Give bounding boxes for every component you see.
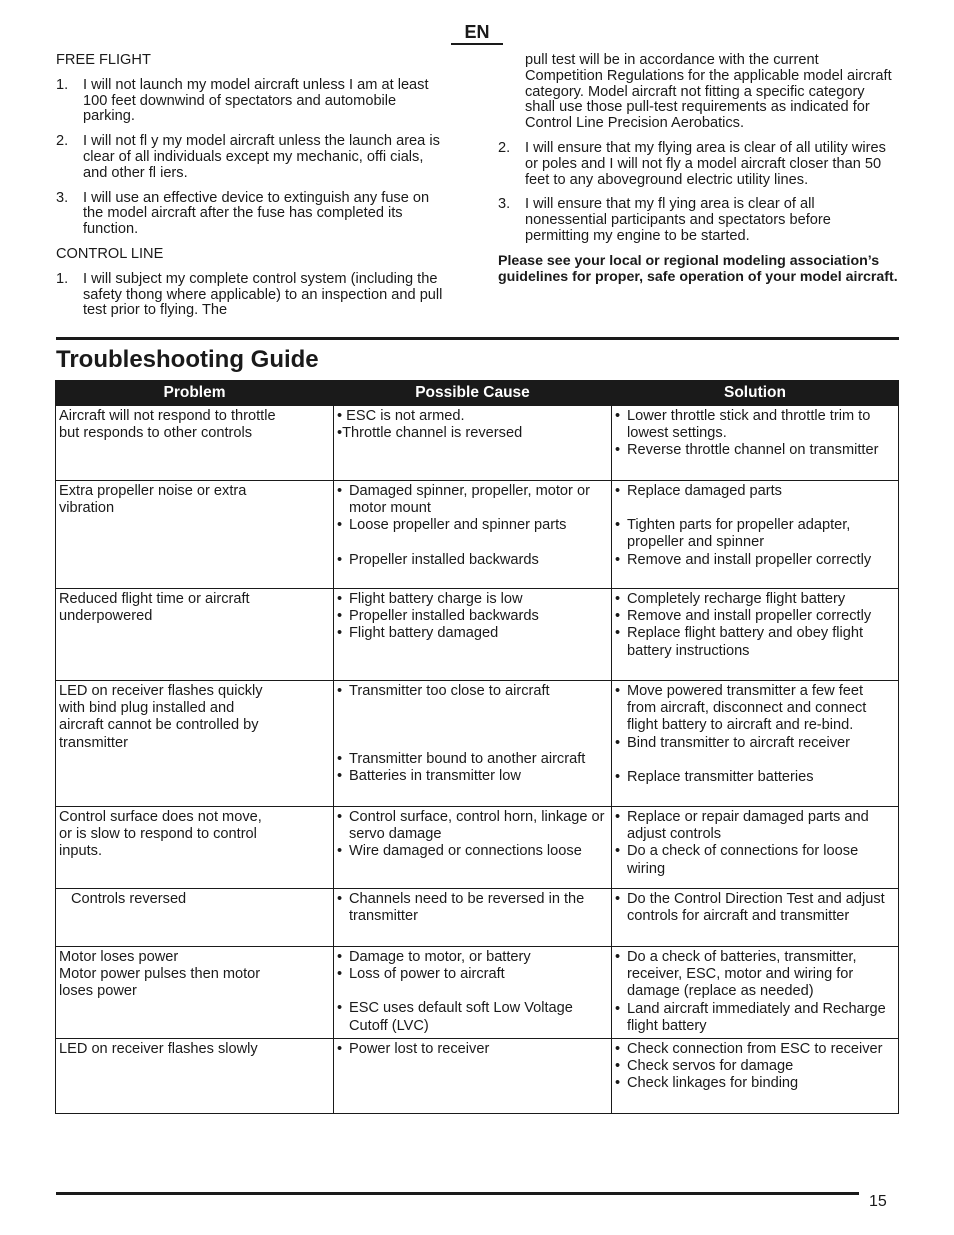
problem-line: but responds to other controls [59,425,253,442]
control-line-heading: CONTROL LINE [56,245,164,262]
problem-line: aircraft cannot be controlled by [59,717,259,734]
solution-text: Remove and install propeller correctly [627,608,872,625]
solution-text: Move powered transmitter a few feet from aircraft, disconnect and connect flight battery to aircraft and re-bind. [627,683,867,734]
problem-cell [56,889,334,947]
item-number: 2. [56,133,69,150]
free-flight-heading: FREE FLIGHT [56,52,151,68]
solution-text: Lower throttle stick and throttle trim to lowest settings. [627,408,871,442]
cause-item: • Transmitter bound to another aircraft [337,751,586,768]
solution-text: Replace damaged parts [627,483,782,499]
table-row [56,889,899,947]
problem-line: LED on receiver flashes quickly [59,683,263,699]
cause-item: • Propeller installed backwards [337,551,539,568]
solution-cell [612,947,899,1039]
solution-item: • Tighten parts for propeller adapter, propeller and spinner [615,517,851,551]
cause-item: • Damaged spinner, propeller, motor or motor mount [337,483,590,517]
cause-cell [334,589,612,681]
solution-cell [612,589,899,681]
problem-line: underpowered [59,608,153,625]
table-row [56,681,899,807]
solution-item: • Check servos for damage [615,1058,794,1075]
safety-note: Please see your local or regional modeling association’s guidelines for proper, safe operation of your model aircraft. [498,252,898,285]
solution-cell [612,481,899,589]
solution-text: Replace or repair damaged parts and adjust controls [627,809,869,843]
problem-cell [56,406,334,481]
table-row [56,481,899,589]
cause-item: • ESC uses default soft Low Voltage Cutoff (LVC) [337,1000,573,1034]
problem-line: Motor power pulses then motor [59,966,261,983]
problem-cell [56,807,334,889]
solution-text: Do a check of connections for loose wiring [627,843,859,877]
problem-line: with bind plug installed and [59,700,235,717]
item-text: I will subject my complete control system (including the safety thong where applicable) to an inspection and pull test prior to flying. The [83,270,443,319]
cause-line: •Throttle channel is reversed [337,425,523,442]
item-text: I will ensure that my flying area is clear of all utility wires or poles and I will not fly a model aircraft closer than 50 feet to any aboveground electric utility lines. [525,139,886,188]
item-number: 3. [498,196,511,213]
item-number: 3. [56,189,69,206]
table-row [56,947,899,1039]
header-problem: Problem [56,381,334,406]
problem-line: loses power [59,983,137,1000]
table-row [56,406,899,481]
problem-cell [56,589,334,681]
header-solution: Solution [612,381,899,406]
cause-item: • Propeller installed backwards [337,608,539,625]
solution-item: • Completely recharge flight battery [615,591,846,607]
right-column [498,53,898,285]
problem-line: inputs. [59,843,102,860]
solution-item: • Replace or repair damaged parts and adjust controls [615,809,869,843]
item-number: 1. [56,270,69,287]
solution-item: • Bind transmitter to aircraft receiver [615,734,851,751]
solution-text: Check servos for damage [627,1058,794,1075]
solution-text: Do a check of batteries, transmitter, receiver, ESC, motor and wiring for damage (replace as needed) [627,949,857,1000]
problem-line: Extra propeller noise or extra [59,483,247,499]
solution-text: Land aircraft immediately and Recharge flight battery [627,1000,886,1034]
section-title: Troubleshooting Guide [56,346,319,373]
solution-text: Replace flight battery and obey flight battery instructions [627,625,864,659]
problem-cell [56,681,334,807]
cause-cell [334,947,612,1039]
cause-item: • Control surface, control horn, linkage or servo damage [337,809,605,843]
solution-cell [612,681,899,807]
free-flight-item-1 [56,78,451,125]
problem-line: Motor loses power [59,949,179,965]
solution-cell [612,889,899,947]
left-column [56,53,451,328]
solution-cell [612,807,899,889]
problem-line: or is slow to respond to control [59,826,257,843]
cause-text: Propeller installed backwards [349,608,539,625]
item-text: I will ensure that my fl ying area is clear of all nonessential participants and spectators before permitting my engine to be started. [525,196,831,244]
cause-item: • Power lost to receiver [337,1041,490,1058]
solution-item: • Replace flight battery and obey flight battery instructions [615,625,864,659]
solution-text: Completely recharge flight battery [627,591,846,607]
problem-line: transmitter [59,734,128,751]
problem-line: LED on receiver flashes slowly [59,1041,258,1058]
language-tab: EN [464,22,490,42]
table-row [56,589,899,681]
solution-item: • Do the Control Direction Test and adjust controls for aircraft and transmitter [615,891,885,925]
cause-text: Transmitter too close to aircraft [349,683,550,699]
solution-item: • Check connection from ESC to receiver [615,1041,883,1058]
cause-item: • Batteries in transmitter low [337,768,521,785]
cause-text: Power lost to receiver [349,1041,490,1058]
cause-text: Loss of power to aircraft [349,966,505,983]
cause-cell [334,1039,612,1114]
cause-text: Loose propeller and spinner parts [349,517,567,534]
cause-item: • Channels need to be reversed in the transmitter [337,891,585,925]
solution-item: • Check linkages for binding [615,1075,799,1092]
cause-item: • Flight battery charge is low [337,591,523,607]
problem-line: Controls reversed [71,891,187,907]
solution-text: Check linkages for binding [627,1075,799,1092]
footer-rule [56,1192,859,1195]
problem-cell [56,481,334,589]
free-flight-item-3 [56,191,451,238]
cause-item: • Transmitter too close to aircraft [337,683,550,699]
cause-item: • Loss of power to aircraft [337,966,505,983]
solution-text: Remove and install propeller correctly [627,551,872,568]
problem-line: Aircraft will not respond to throttle [59,408,276,424]
solution-item: • Lower throttle stick and throttle trim to lowest settings. [615,408,871,442]
control-line-item-2 [498,141,898,188]
table-row [56,807,899,889]
control-line-item-1 [56,272,451,319]
item-text: I will not launch my model aircraft unless I am at least 100 feet downwind of spectators and automobile parking. [83,76,429,125]
solution-text: Bind transmitter to aircraft receiver [627,734,851,751]
solution-item: • Reverse throttle channel on transmitter [615,442,879,459]
solution-item: • Remove and install propeller correctly [615,551,872,568]
cause-text: Batteries in transmitter low [349,768,521,785]
solution-item: • Remove and install propeller correctly [615,608,872,625]
solution-text: Check connection from ESC to receiver [627,1041,883,1058]
problem-line: vibration [59,500,115,517]
cause-item: • Flight battery damaged [337,625,499,642]
free-flight-item-2 [56,134,451,181]
cause-text: Damaged spinner, propeller, motor or motor mount [349,483,590,517]
cause-text: Damage to motor, or battery [349,949,531,965]
solution-text: Tighten parts for propeller adapter, propeller and spinner [627,517,851,551]
cause-item: • Damage to motor, or battery [337,949,531,965]
header-possible-cause: Possible Cause [334,381,612,406]
item-text: I will not fl y my model aircraft unless the launch area is clear of all individuals except my mechanic, offi cials, and other fl iers. [83,133,440,181]
cause-text: ESC uses default soft Low Voltage Cutoff (LVC) [349,1000,573,1034]
solution-item: • Replace damaged parts [615,483,782,499]
item-text: I will use an effective device to extinguish any fuse on the model aircraft after the fuse has completed its function. [83,189,430,238]
cause-text: Channels need to be reversed in the transmitter [349,891,585,925]
solution-text: Reverse throttle channel on transmitter [627,442,879,459]
solution-item: • Replace transmitter batteries [615,768,814,785]
cause-cell [334,481,612,589]
item-number: 2. [498,139,511,156]
solution-item: • Land aircraft immediately and Recharge flight battery [615,1000,886,1034]
cause-text: Control surface, control horn, linkage or servo damage [349,809,605,843]
cause-text: Propeller installed backwards [349,551,539,568]
solution-item: • Do a check of connections for loose wiring [615,843,859,877]
cause-line: • ESC is not armed. [337,408,465,424]
solution-cell [612,406,899,481]
control-line-item-1-continuation: pull test will be in accordance with the current Competition Regulations for the applicable model aircraft category. Model aircraft not fitting a specific category shall use those pull-test requirements as indicated for Control Line Precision Aerobatics. [525,52,892,132]
problem-cell [56,947,334,1039]
cause-item: • Wire damaged or connections loose [337,843,582,860]
page-number: 15 [869,1193,887,1210]
solution-item: • Move powered transmitter a few feet from aircraft, disconnect and connect flight battery to aircraft and re-bind. [615,683,867,734]
cause-text: Wire damaged or connections loose [349,843,582,860]
cause-cell [334,681,612,807]
problem-cell [56,1039,334,1114]
solution-cell [612,1039,899,1114]
item-number: 1. [56,76,69,93]
cause-cell [334,889,612,947]
cause-cell [334,406,612,481]
cause-text: Flight battery charge is low [349,591,523,607]
control-line-item-3 [498,197,898,244]
language-tab-underline [451,43,503,45]
table-row [56,1039,899,1114]
cause-text: Flight battery damaged [349,625,499,642]
cause-cell [334,807,612,889]
section-divider [56,337,899,340]
problem-line: Control surface does not move, [59,809,262,825]
table-header-row [56,381,899,406]
problem-line: Reduced flight time or aircraft [59,591,250,607]
troubleshooting-table [55,380,899,1114]
solution-text: Do the Control Direction Test and adjust controls for aircraft and transmitter [627,891,885,925]
solution-text: Replace transmitter batteries [627,768,814,785]
solution-item: • Do a check of batteries, transmitter, receiver, ESC, motor and wiring for damage (replace as needed) [615,949,857,1000]
cause-item: • Loose propeller and spinner parts [337,517,567,534]
cause-text: Transmitter bound to another aircraft [349,751,586,768]
